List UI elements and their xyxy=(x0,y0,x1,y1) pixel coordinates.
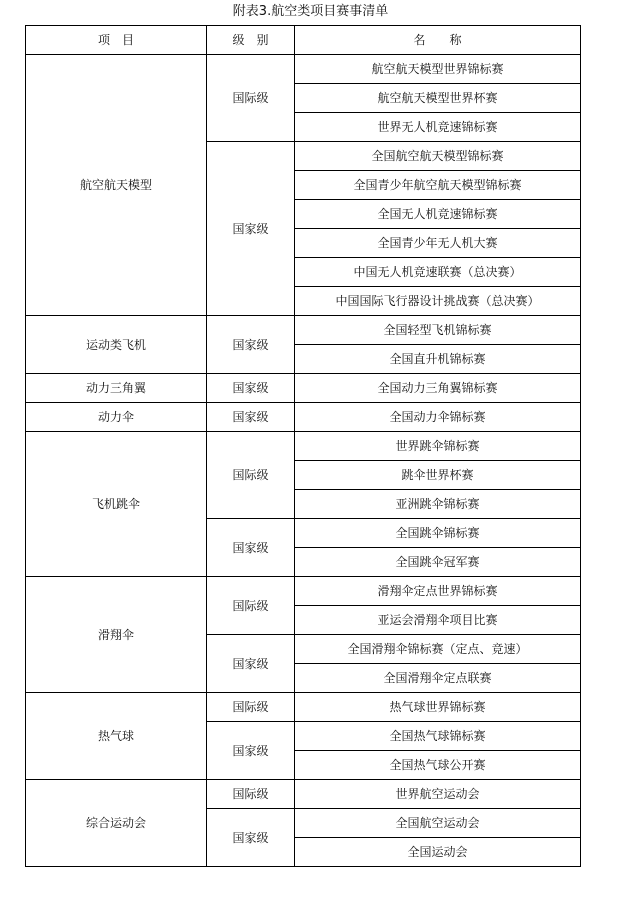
event-name-cell: 全国运动会 xyxy=(295,838,581,867)
project-cell: 热气球 xyxy=(26,693,207,780)
table-row xyxy=(26,374,581,403)
event-name-cell: 全国滑翔伞定点联赛 xyxy=(295,664,581,693)
event-name-cell: 滑翔伞定点世界锦标赛 xyxy=(295,577,581,606)
project-cell: 运动类飞机 xyxy=(26,316,207,374)
event-name-cell: 全国轻型飞机锦标赛 xyxy=(295,316,581,345)
event-name-cell: 全国航空航天模型锦标赛 xyxy=(295,142,581,171)
event-name-cell: 世界无人机竞速锦标赛 xyxy=(295,113,581,142)
project-cell: 飞机跳伞 xyxy=(26,432,207,577)
event-name-cell: 全国直升机锦标赛 xyxy=(295,345,581,374)
event-name-cell: 中国无人机竞速联赛（总决赛） xyxy=(295,258,581,287)
level-cell: 国际级 xyxy=(207,55,295,142)
event-name-cell: 世界跳伞锦标赛 xyxy=(295,432,581,461)
level-cell: 国际级 xyxy=(207,780,295,809)
table-row xyxy=(26,432,581,461)
header-row xyxy=(26,26,581,55)
event-name-cell: 亚运会滑翔伞项目比赛 xyxy=(295,606,581,635)
event-name-cell: 全国无人机竞速锦标赛 xyxy=(295,200,581,229)
event-name-cell: 热气球世界锦标赛 xyxy=(295,693,581,722)
table-row xyxy=(26,55,581,84)
event-name-cell: 全国航空运动会 xyxy=(295,809,581,838)
level-cell: 国家级 xyxy=(207,809,295,867)
table-row xyxy=(26,403,581,432)
table-row xyxy=(26,693,581,722)
event-name-cell: 全国青少年航空航天模型锦标赛 xyxy=(295,171,581,200)
event-name-cell: 全国动力三角翼锦标赛 xyxy=(295,374,581,403)
project-cell: 综合运动会 xyxy=(26,780,207,867)
level-cell: 国家级 xyxy=(207,519,295,577)
level-cell: 国际级 xyxy=(207,577,295,635)
table-title: 附表3.航空类项目赛事清单 xyxy=(232,4,389,19)
level-cell: 国际级 xyxy=(207,432,295,519)
level-cell: 国际级 xyxy=(207,693,295,722)
header-name: 名 称 xyxy=(295,26,581,55)
table-header xyxy=(26,26,581,55)
event-name-cell: 全国跳伞锦标赛 xyxy=(295,519,581,548)
event-name-cell: 全国热气球锦标赛 xyxy=(295,722,581,751)
event-name-cell: 全国热气球公开赛 xyxy=(295,751,581,780)
event-name-cell: 中国国际飞行器设计挑战赛（总决赛） xyxy=(295,287,581,316)
level-cell: 国家级 xyxy=(207,316,295,374)
table-body xyxy=(26,55,581,867)
level-cell: 国家级 xyxy=(207,722,295,780)
level-cell: 国家级 xyxy=(207,142,295,316)
event-name-cell: 世界航空运动会 xyxy=(295,780,581,809)
project-cell: 滑翔伞 xyxy=(26,577,207,693)
event-name-cell: 亚洲跳伞锦标赛 xyxy=(295,490,581,519)
event-name-cell: 航空航天模型世界锦标赛 xyxy=(295,55,581,84)
header-level: 级 别 xyxy=(207,26,295,55)
event-name-cell: 跳伞世界杯赛 xyxy=(295,461,581,490)
table-row xyxy=(26,780,581,809)
event-name-cell: 航空航天模型世界杯赛 xyxy=(295,84,581,113)
project-cell: 航空航天模型 xyxy=(26,55,207,316)
event-name-cell: 全国跳伞冠军赛 xyxy=(295,548,581,577)
event-name-cell: 全国青少年无人机大赛 xyxy=(295,229,581,258)
level-cell: 国家级 xyxy=(207,374,295,403)
header-project: 项 目 xyxy=(26,26,207,55)
level-cell: 国家级 xyxy=(207,403,295,432)
event-name-cell: 全国滑翔伞锦标赛（定点、竞速） xyxy=(295,635,581,664)
level-cell: 国家级 xyxy=(207,635,295,693)
event-name-cell: 全国动力伞锦标赛 xyxy=(295,403,581,432)
table-row xyxy=(26,316,581,345)
project-cell: 动力伞 xyxy=(26,403,207,432)
project-cell: 动力三角翼 xyxy=(26,374,207,403)
table-row xyxy=(26,577,581,606)
event-list-table xyxy=(25,25,581,867)
